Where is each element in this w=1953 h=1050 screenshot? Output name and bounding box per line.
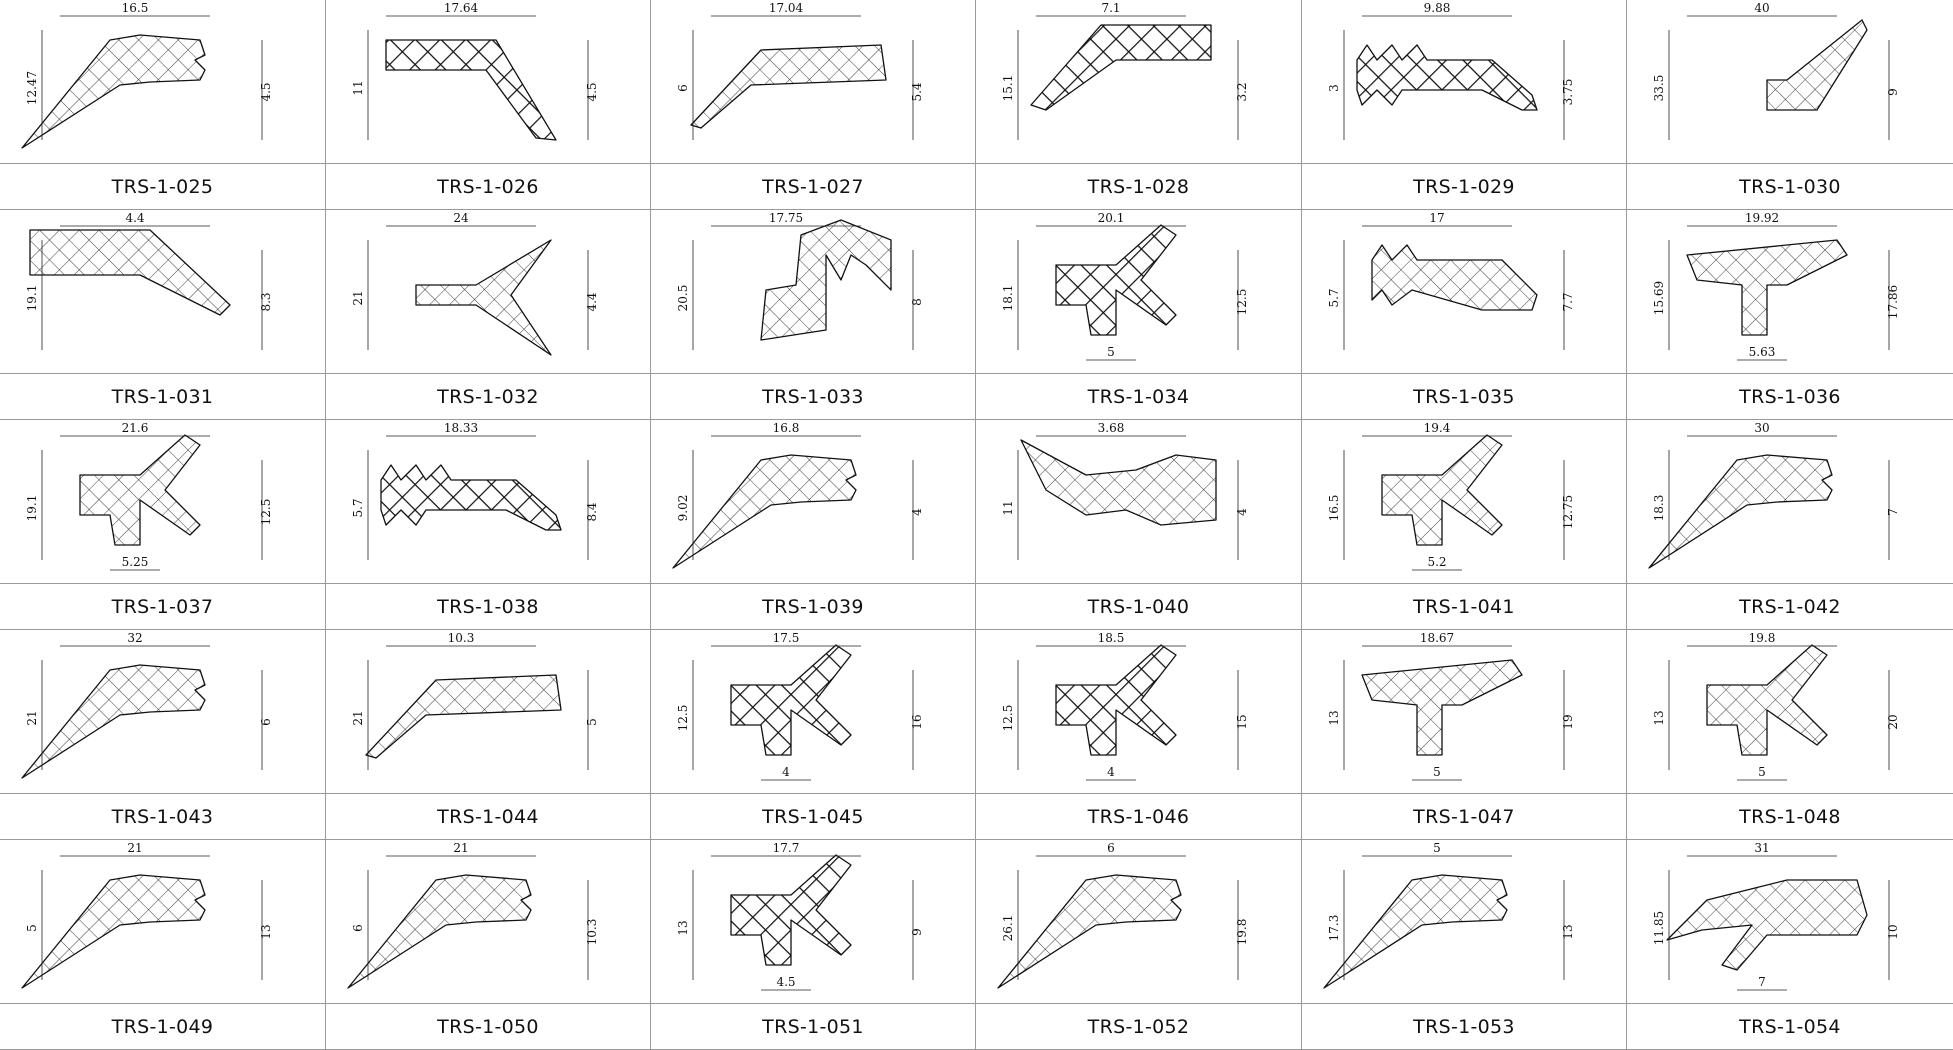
dimension-label: 16.8	[772, 421, 800, 435]
dimension-label: 9	[1886, 88, 1900, 96]
profile-cross-section-svg	[651, 840, 976, 1004]
profile-outline	[381, 465, 561, 530]
profile-cross-section-svg	[1302, 630, 1627, 794]
dimension-label: 19.8	[1235, 918, 1249, 946]
profile-cross-section-svg	[976, 210, 1302, 374]
profile-outline	[1357, 45, 1537, 110]
dimension-label: 15.69	[1652, 280, 1666, 316]
profile-cross-section-svg	[326, 0, 651, 164]
dimension-label: 17.5	[772, 631, 800, 645]
profile-drawing	[0, 0, 326, 164]
dimension-label: 21	[351, 710, 365, 726]
dimension-label: 17.64	[443, 1, 479, 15]
dimension-label: 8.3	[259, 292, 273, 312]
part-code-label: TRS-1-032	[326, 374, 651, 420]
part-code-label: TRS-1-028	[976, 164, 1302, 210]
dimension-label: 5	[1433, 841, 1441, 855]
dimension-label: 21	[25, 710, 39, 726]
profile-cross-section-svg	[1627, 420, 1953, 584]
dimension-label: 20.1	[1097, 211, 1125, 225]
dimension-label: 4	[782, 765, 790, 779]
dimension-label: 30	[1754, 421, 1770, 435]
part-code-label: TRS-1-049	[0, 1004, 326, 1050]
dimension-label: 5.2	[1427, 555, 1447, 569]
profile-cross-section-svg	[1302, 420, 1627, 584]
profile-cross-section-svg	[651, 210, 976, 374]
profile-outline	[1667, 880, 1867, 970]
part-code-label: TRS-1-051	[651, 1004, 976, 1050]
profile-outline	[673, 455, 856, 568]
dimension-label: 12.5	[1235, 288, 1249, 316]
dimension-label: 5.7	[351, 498, 365, 518]
dimension-label: 5.25	[121, 555, 149, 569]
profile-outline	[691, 45, 886, 128]
profile-cross-section-svg	[976, 0, 1302, 164]
part-code-label: TRS-1-037	[0, 584, 326, 630]
dimension-label: 18.5	[1097, 631, 1125, 645]
dimension-label: 17.3	[1327, 914, 1341, 942]
profile-outline	[731, 645, 851, 755]
part-code-label: TRS-1-025	[0, 164, 326, 210]
profile-outline	[1649, 455, 1832, 568]
dimension-label: 3.68	[1097, 421, 1125, 435]
profile-outline	[80, 435, 200, 545]
part-code-label: TRS-1-029	[1302, 164, 1627, 210]
part-code-label: TRS-1-031	[0, 374, 326, 420]
dimension-label: 21	[453, 841, 469, 855]
profile-outline	[1021, 440, 1216, 525]
dimension-label: 4.5	[259, 82, 273, 102]
profile-drawing	[326, 210, 651, 374]
dimension-label: 31	[1754, 841, 1770, 855]
profile-drawing	[1302, 210, 1627, 374]
profile-cross-section-svg	[326, 840, 651, 1004]
dimension-label: 7.1	[1101, 1, 1121, 15]
dimension-label: 19.92	[1744, 211, 1780, 225]
dimension-label: 13	[1561, 924, 1575, 940]
dimension-label: 4	[1107, 765, 1115, 779]
dimension-label: 12.5	[1001, 704, 1015, 732]
part-code-label: TRS-1-034	[976, 374, 1302, 420]
dimension-label: 11.85	[1652, 910, 1666, 946]
part-code-label: TRS-1-042	[1627, 584, 1953, 630]
part-code-label: TRS-1-038	[326, 584, 651, 630]
dimension-label: 18.1	[1001, 284, 1015, 312]
dimension-label: 4.4	[125, 211, 145, 225]
dimension-label: 5	[1107, 345, 1115, 359]
profile-cross-section-svg	[976, 840, 1302, 1004]
part-code-label: TRS-1-030	[1627, 164, 1953, 210]
part-code-label: TRS-1-036	[1627, 374, 1953, 420]
profile-drawing	[326, 840, 651, 1004]
profile-cross-section-svg	[1302, 210, 1627, 374]
profile-outline	[30, 230, 230, 315]
profile-drawing	[0, 840, 326, 1004]
profile-outline	[22, 35, 205, 148]
dimension-label: 12.47	[25, 70, 39, 106]
profile-drawing	[326, 420, 651, 584]
profile-outline	[1707, 645, 1827, 755]
profile-outline	[22, 665, 205, 778]
profile-outline	[1056, 645, 1176, 755]
dimension-label: 9.02	[676, 494, 690, 522]
profile-drawing	[976, 420, 1302, 584]
dimension-label: 3	[1327, 84, 1341, 92]
profile-outline	[386, 40, 556, 140]
part-code-label: TRS-1-048	[1627, 794, 1953, 840]
profile-drawing	[326, 0, 651, 164]
dimension-label: 15	[1235, 714, 1249, 730]
dimension-label: 18.33	[443, 421, 479, 435]
profile-outline	[731, 855, 851, 965]
dimension-label: 7	[1886, 508, 1900, 516]
part-code-label: TRS-1-040	[976, 584, 1302, 630]
profile-cross-section-svg	[0, 630, 326, 794]
dimension-label: 40	[1754, 1, 1770, 15]
profile-drawing	[1627, 0, 1953, 164]
profile-outline	[1056, 225, 1176, 335]
profile-outline	[348, 875, 531, 988]
dimension-label: 19.4	[1423, 421, 1451, 435]
profile-drawing	[976, 840, 1302, 1004]
profile-cross-section-svg	[1627, 840, 1953, 1004]
dimension-label: 17.7	[772, 841, 800, 855]
dimension-label: 19.8	[1748, 631, 1776, 645]
profile-outline	[366, 675, 561, 758]
profile-drawing	[1627, 210, 1953, 374]
part-code-label: TRS-1-047	[1302, 794, 1627, 840]
profile-cross-section-svg	[1302, 0, 1627, 164]
part-code-label: TRS-1-043	[0, 794, 326, 840]
profile-outline	[1372, 245, 1537, 310]
part-code-label: TRS-1-046	[976, 794, 1302, 840]
profile-outline	[1382, 435, 1502, 545]
profile-drawing	[651, 420, 976, 584]
dimension-label: 3.2	[1235, 82, 1249, 102]
dimension-label: 13	[1652, 710, 1666, 726]
part-code-label: TRS-1-044	[326, 794, 651, 840]
profile-cross-section-svg	[0, 420, 326, 584]
profile-drawing	[326, 630, 651, 794]
dimension-label: 5.63	[1748, 345, 1776, 359]
part-code-label: TRS-1-052	[976, 1004, 1302, 1050]
dimension-label: 12.75	[1561, 494, 1575, 530]
dimension-label: 6	[351, 924, 365, 932]
dimension-label: 17	[1429, 211, 1445, 225]
dimension-label: 8.4	[585, 502, 599, 522]
profile-cross-section-svg	[976, 630, 1302, 794]
profile-drawing	[1302, 840, 1627, 1004]
profile-drawing	[0, 420, 326, 584]
dimension-label: 12.5	[676, 704, 690, 732]
dimension-label: 11	[1001, 500, 1015, 516]
profile-cross-section-svg	[326, 210, 651, 374]
profile-cross-section-svg	[326, 630, 651, 794]
part-code-label: TRS-1-050	[326, 1004, 651, 1050]
dimension-label: 4.4	[585, 292, 599, 312]
dimension-label: 19.1	[25, 494, 39, 522]
profile-drawing	[1627, 630, 1953, 794]
profile-drawing	[1627, 840, 1953, 1004]
dimension-label: 9.88	[1423, 1, 1451, 15]
part-code-label: TRS-1-039	[651, 584, 976, 630]
profile-cross-section-svg	[1302, 840, 1627, 1004]
dimension-label: 6	[259, 718, 273, 726]
profile-cross-section-svg	[1627, 210, 1953, 374]
profile-drawing	[1302, 420, 1627, 584]
dimension-label: 21.6	[121, 421, 149, 435]
dimension-label: 12.5	[259, 498, 273, 526]
dimension-label: 8	[910, 298, 924, 306]
profile-cross-section-svg	[0, 210, 326, 374]
dimension-label: 3.75	[1561, 78, 1575, 106]
dimension-label: 13	[259, 924, 273, 940]
part-code-label: TRS-1-054	[1627, 1004, 1953, 1050]
profile-outline	[761, 220, 891, 340]
part-code-label: TRS-1-053	[1302, 1004, 1627, 1050]
profile-drawing	[0, 630, 326, 794]
profile-drawing	[976, 0, 1302, 164]
dimension-label: 13	[676, 920, 690, 936]
dimension-label: 7.7	[1561, 292, 1575, 312]
dimension-label: 33.5	[1652, 74, 1666, 102]
dimension-label: 18.67	[1419, 631, 1455, 645]
dimension-label: 4	[910, 508, 924, 516]
dimension-label: 15.1	[1001, 74, 1015, 102]
profile-outline	[1031, 25, 1211, 110]
dimension-label: 4.5	[585, 82, 599, 102]
profile-drawing	[651, 0, 976, 164]
dimension-label: 20.5	[676, 284, 690, 312]
part-code-label: TRS-1-041	[1302, 584, 1627, 630]
dimension-label: 24	[453, 211, 469, 225]
dimension-label: 11	[351, 80, 365, 96]
dimension-label: 26.1	[1001, 914, 1015, 942]
profile-drawing	[1302, 0, 1627, 164]
profile-drawing	[651, 840, 976, 1004]
dimension-label: 10.3	[585, 918, 599, 946]
profile-drawing	[1627, 420, 1953, 584]
profile-outline	[416, 240, 551, 355]
dimension-label: 17.04	[768, 1, 804, 15]
profile-cross-section-svg	[326, 420, 651, 584]
profile-cross-section-svg	[0, 0, 326, 164]
dimension-label: 19	[1561, 714, 1575, 730]
dimension-label: 16.5	[1327, 494, 1341, 522]
dimension-label: 16.5	[121, 1, 149, 15]
dimension-label: 6	[676, 84, 690, 92]
dimension-label: 4.5	[776, 975, 796, 989]
dimension-label: 6	[1107, 841, 1115, 855]
part-code-label: TRS-1-035	[1302, 374, 1627, 420]
profile-outline	[998, 875, 1181, 988]
dimension-label: 9	[910, 928, 924, 936]
dimension-label: 4	[1235, 508, 1249, 516]
part-code-label: TRS-1-027	[651, 164, 976, 210]
profile-cross-section-svg	[976, 420, 1302, 584]
dimension-label: 5.7	[1327, 288, 1341, 308]
profile-drawing	[1302, 630, 1627, 794]
dimension-label: 18.3	[1652, 494, 1666, 522]
profile-cross-section-svg	[1627, 630, 1953, 794]
dimension-label: 13	[1327, 710, 1341, 726]
dimension-label: 10	[1886, 924, 1900, 940]
profile-outline	[1767, 20, 1867, 110]
dimension-label: 7	[1758, 975, 1766, 989]
profile-outline	[1687, 240, 1847, 335]
profile-drawing	[651, 630, 976, 794]
profile-drawing	[651, 210, 976, 374]
part-code-label: TRS-1-026	[326, 164, 651, 210]
profile-cross-section-svg	[651, 630, 976, 794]
dimension-label: 21	[351, 290, 365, 306]
profile-cross-section-svg	[0, 840, 326, 1004]
profile-outline	[1324, 875, 1507, 988]
profile-outline	[1362, 660, 1522, 755]
dimension-label: 10.3	[447, 631, 475, 645]
part-code-label: TRS-1-033	[651, 374, 976, 420]
profile-cross-section-svg	[651, 0, 976, 164]
dimension-label: 5	[1758, 765, 1766, 779]
dimension-label: 17.75	[768, 211, 804, 225]
part-code-label: TRS-1-045	[651, 794, 976, 840]
profile-drawing	[976, 210, 1302, 374]
dimension-label: 21	[127, 841, 143, 855]
dimension-label: 17.86	[1886, 284, 1900, 320]
profile-cross-section-svg	[651, 420, 976, 584]
profile-drawing	[976, 630, 1302, 794]
dimension-label: 5	[25, 924, 39, 932]
dimension-label: 32	[127, 631, 143, 645]
dimension-label: 16	[910, 714, 924, 730]
dimension-label: 5.4	[910, 82, 924, 102]
dimension-label: 5	[585, 718, 599, 726]
dimension-label: 19.1	[25, 284, 39, 312]
dimension-label: 20	[1886, 714, 1900, 730]
profile-cross-section-svg	[1627, 0, 1953, 164]
profile-outline	[22, 875, 205, 988]
profile-drawing	[0, 210, 326, 374]
dimension-label: 5	[1433, 765, 1441, 779]
